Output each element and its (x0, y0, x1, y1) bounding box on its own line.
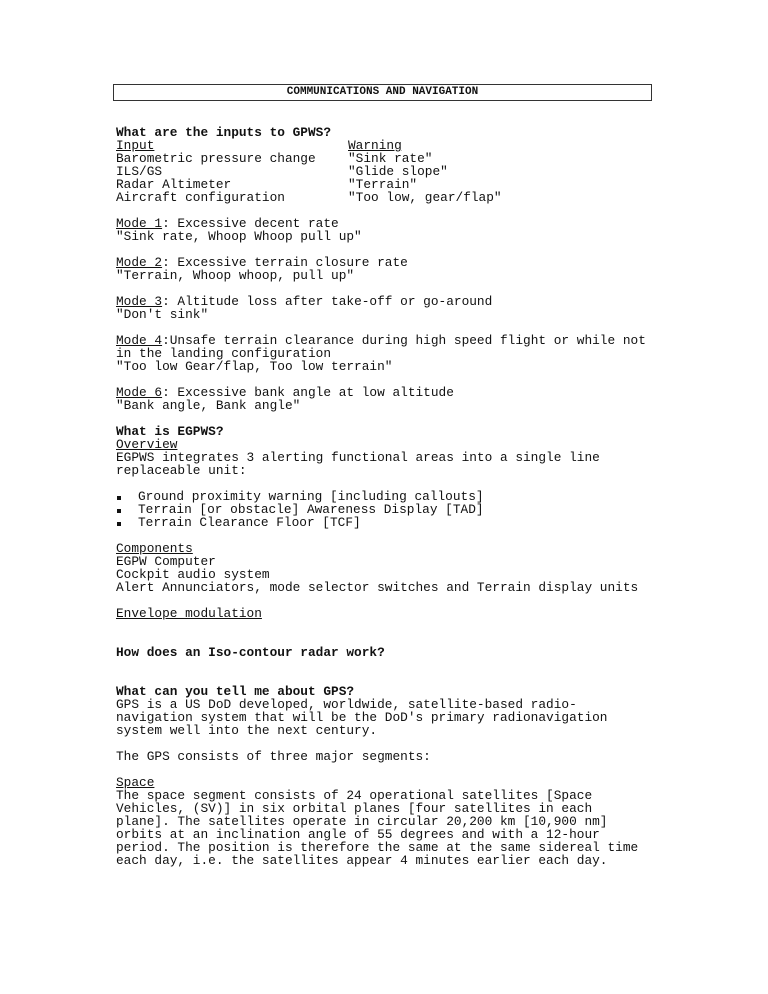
page-title: COMMUNICATIONS AND NAVIGATION (113, 84, 652, 101)
gps-question: What can you tell me about GPS? (116, 684, 355, 699)
list-item: Terrain [or obstacle] Awareness Display [TAD] (116, 503, 676, 516)
space-heading: Space (116, 775, 155, 790)
mode-3: Mode 3: Altitude loss after take-off or go-around (116, 294, 493, 309)
bullet-icon (116, 516, 138, 529)
mode-2: Mode 2: Excessive terrain closure rate (116, 255, 408, 270)
egpws-question: What is EGPWS? (116, 424, 224, 439)
components-heading: Components (116, 541, 193, 556)
table-row: Aircraft configuration "Too low, gear/flap" (116, 190, 502, 205)
table-row: Radar Altimeter "Terrain" (116, 177, 418, 192)
table-row: Barometric pressure change "Sink rate" (116, 151, 433, 166)
mode-1: Mode 1: Excessive decent rate (116, 216, 339, 231)
overview-heading: Overview (116, 437, 178, 452)
col-input-header: Input (116, 138, 155, 153)
col-warning-header: Warning (348, 138, 402, 153)
iso-question: How does an Iso-contour radar work? (116, 645, 385, 660)
table-row: ILS/GS "Glide slope" (116, 164, 448, 179)
gpws-question: What are the inputs to GPWS? (116, 125, 332, 140)
envelope-heading: Envelope modulation (116, 606, 262, 621)
list-item: Ground proximity warning [including callouts] (116, 490, 676, 503)
document-body: What are the inputs to GPWS? Input Warning Barometric pressure change "Sink rate" ILS/GS "Glide slope" Radar Altimeter "Terrain" Aircraft configuration "Too low, gear/flap" Mode 1: Excessive decent rate "Sink rate, Whoop Whoop pull up" Mode 2: Excessive terrain closure rate "Terrain, Whoop whoop, pull up" Mode 3: Altitude loss after take-off or go-around "Don't sink" Mode 4:Unsafe terrain clearance during high speed flight or while not in the landing configuration "Too low Gear/flap, Too low terrain" Mode 6: Excessive bank angle at low altitude "Bank angle, Bank angle" What is EGPWS? Overview EGPWS integrates 3 alerting functional areas into a single line replaceable unit: Ground proximity warning [including callouts] Terrain [or obstacle] Awareness Display [TAD] Terrain Clearance Floor [TCF] Components EGPW Computer Cockpit audio system Alert Annunciators, mode selector switches and Terrain display units Envelope modulation How does an Iso-contour radar work? What can you tell me about GPS? GPS is a US DoD developed, worldwide, satellite-based radio- navigation system that will be the DoD's primary radionavigation system well into the next century. The GPS consists of three major segments: Space The space segment consists of 24 operational satellites [Space Vehicles, (SV)] in six orbital planes [four satellites in each plane]. The satellites operate in circular 20,200 km [10,900 nm] orbits at an inclination angle of 55 degrees and with a 12-hour period. The position is therefore the same at the same sidereal time each day, i.e. the satellites appear 4 minutes earlier each day. (116, 126, 676, 867)
mode-4: Mode 4:Unsafe terrain clearance during high speed flight or while not (116, 333, 646, 348)
mode-6: Mode 6: Excessive bank angle at low altitude (116, 385, 454, 400)
bullet-icon (116, 490, 138, 503)
bullet-icon (116, 503, 138, 516)
list-item: Terrain Clearance Floor [TCF] (116, 516, 676, 529)
